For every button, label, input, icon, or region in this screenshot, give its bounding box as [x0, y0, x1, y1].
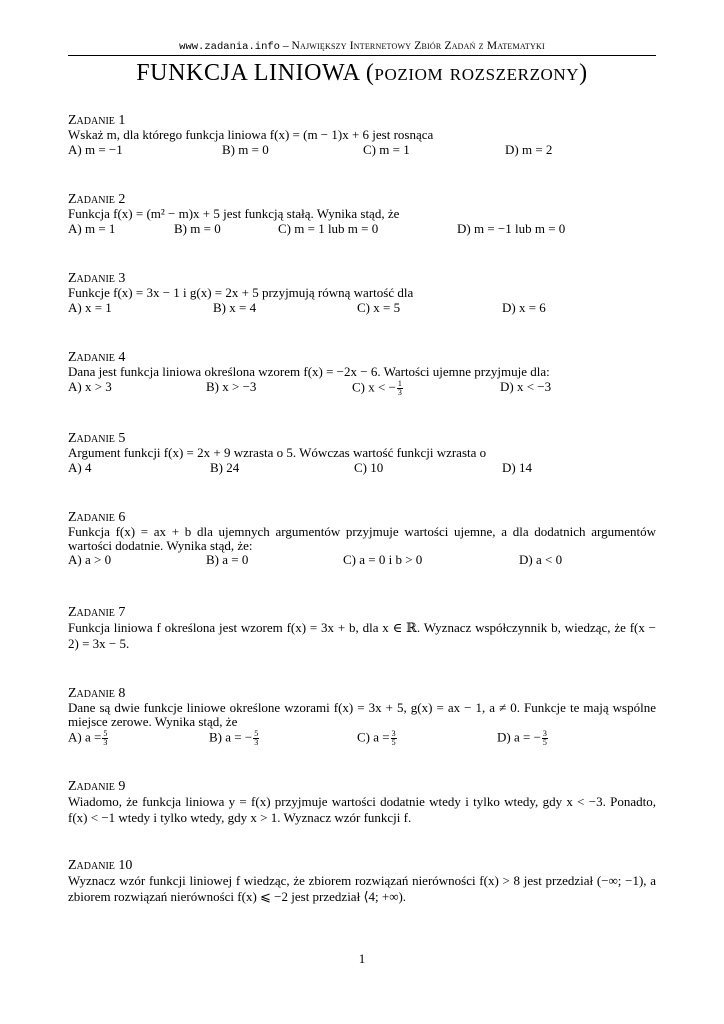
- answer-b: B) 24: [210, 459, 240, 475]
- answer-b: B) m = 0: [174, 220, 221, 236]
- task-text: Funkcja liniowa f określona jest wzorem f(x) = 3x + b, dla x ∈ ℝ. Wyznacz współczynnik b, wiedząc, że f(x − 2) = 3x − 5.: [68, 620, 656, 651]
- fraction-numerator: 3: [391, 729, 396, 738]
- task-text: Funkcja f(x) = (m² − m)x + 5 jest funkcją stałą. Wynika stąd, że: [68, 206, 400, 221]
- fraction-denominator: 5: [391, 738, 396, 747]
- task-heading: Zadanie 8: [68, 686, 126, 701]
- fraction-numerator: 1: [397, 378, 402, 388]
- page-title: [0, 60, 724, 87]
- answer-c-text: C) x < −: [352, 378, 396, 394]
- answer-c: [357, 730, 398, 747]
- task-text: Wyznacz wzór funkcji liniowej f wiedząc, że zbiorem rozwiązań nierówności f(x) > 8 jest przedział (−∞; −1), a zbiorem rozwiązań nierówności f(x) ⩽ −2 jest przedział ⟨4; +∞).: [68, 873, 656, 904]
- answer-c: C) x = 5: [357, 299, 401, 315]
- header-rule: [68, 55, 656, 56]
- fraction-denominator: 5: [542, 738, 547, 747]
- fraction: [102, 730, 108, 747]
- answer-row: [68, 461, 656, 476]
- answer-row: [68, 222, 656, 237]
- task-heading: Zadanie 3: [68, 271, 126, 286]
- task-heading: Zadanie 9: [68, 779, 126, 794]
- task-text: Dane są dwie funkcje liniowe określone wzorami f(x) = 3x + 5, g(x) = ax − 1, a ≠ 0. Funkcje te mają wspólne miejsce zerowe. Wynika stąd, że: [68, 700, 656, 729]
- answer-d-text: D) a = −: [497, 729, 541, 745]
- fraction: [542, 730, 548, 747]
- fraction-denominator: 3: [103, 738, 108, 747]
- answer-a: A) m = 1: [68, 220, 116, 236]
- task-9: [68, 780, 656, 826]
- page-number: 1: [358, 951, 366, 966]
- fraction-numerator: 5: [254, 729, 259, 738]
- answer-d: D) a < 0: [519, 552, 563, 567]
- answer-row: [68, 730, 656, 745]
- task-heading: Zadanie 1: [68, 113, 126, 128]
- task-4: [68, 351, 656, 395]
- task-heading: Zadanie 4: [68, 350, 126, 365]
- answer-d: D) x < −3: [500, 378, 552, 394]
- answer-a: A) x = 1: [68, 299, 112, 315]
- task-heading: Zadanie 7: [68, 605, 126, 620]
- task-text: Argument funkcji f(x) = 2x + 9 wzrasta o 5. Wówczas wartość funkcji wzrasta o: [68, 445, 487, 460]
- site-tagline: Największy Internetowy Zbiór Zadań z Matematyki: [291, 40, 545, 52]
- answer-a: A) a > 0: [68, 552, 112, 567]
- fraction-denominator: 3: [397, 387, 402, 397]
- answer-d: [497, 730, 549, 747]
- answer-row: [68, 143, 656, 158]
- answer-b: B) x > −3: [206, 378, 257, 394]
- fraction-numerator: 5: [103, 729, 108, 738]
- task-text: Wiadomo, że funkcja liniowa y = f(x) przyjmuje wartości dodatnie wtedy i tylko wtedy, gdy x < −3. Ponadto, f(x) < −1 wtedy i tylko wtedy, gdy x > 1. Wyznacz wzór funkcji f.: [68, 794, 656, 825]
- answer-d: D) x = 6: [502, 299, 546, 315]
- answer-c: [352, 380, 404, 397]
- answer-a: A) x > 3: [68, 378, 112, 394]
- answer-c: C) 10: [354, 459, 384, 475]
- task-text: Wskaż m, dla którego funkcja liniowa f(x) = (m − 1)x + 6 jest rosnąca: [68, 127, 434, 142]
- site-url: www.zadania.info: [179, 41, 280, 53]
- answer-b: B) m = 0: [222, 141, 269, 157]
- task-text: Funkcja f(x) = ax + b dla ujemnych argumentów przyjmuje wartości ujemne, a dla dodatnich argumentów wartości dodatnie. Wynika stąd, że:: [68, 524, 656, 553]
- task-heading: Zadanie 6: [68, 510, 126, 525]
- fraction: [391, 730, 397, 747]
- header-separator: –: [279, 40, 292, 52]
- answer-d: D) 14: [502, 459, 532, 475]
- answer-b: B) a = 0: [206, 552, 249, 567]
- task-heading: Zadanie 10: [68, 858, 133, 873]
- task-3: [68, 272, 656, 316]
- answer-d: D) m = 2: [505, 141, 553, 157]
- answer-b: B) x = 4: [213, 299, 257, 315]
- answer-b-text: B) a = −: [209, 729, 253, 745]
- answer-c: C) a = 0 i b > 0: [343, 552, 423, 567]
- task-5: [68, 432, 656, 476]
- task-10: [68, 859, 656, 905]
- task-6: [68, 511, 656, 568]
- task-heading: Zadanie 2: [68, 192, 126, 207]
- fraction: [253, 730, 259, 747]
- answer-c-text: C) a =: [357, 729, 390, 745]
- title-main: FUNKCJA LINIOWA: [136, 60, 360, 86]
- answer-a: A) 4: [68, 459, 92, 475]
- answer-c: C) m = 1: [363, 141, 410, 157]
- fraction-numerator: 3: [542, 729, 547, 738]
- answer-row: [68, 301, 656, 316]
- task-text: Dana jest funkcja liniowa określona wzorem f(x) = −2x − 6. Wartości ujemne przyjmuje dla:: [68, 364, 550, 379]
- answer-a-text: A) a =: [68, 729, 102, 745]
- fraction: [397, 380, 403, 397]
- answer-row: [68, 553, 656, 568]
- page-header: [0, 40, 724, 53]
- task-2: [68, 193, 656, 237]
- task-heading: Zadanie 5: [68, 431, 126, 446]
- title-sub: (poziom rozszerzony): [365, 60, 588, 86]
- task-1: [68, 114, 656, 158]
- answer-d: D) m = −1 lub m = 0: [457, 220, 566, 236]
- task-text: Funkcje f(x) = 3x − 1 i g(x) = 2x + 5 przyjmują równą wartość dla: [68, 285, 414, 300]
- answer-a: [68, 730, 109, 747]
- fraction-denominator: 3: [254, 738, 259, 747]
- answer-c: C) m = 1 lub m = 0: [278, 220, 379, 236]
- task-8: [68, 687, 656, 745]
- task-7: [68, 606, 656, 651]
- answer-b: [209, 730, 260, 747]
- answer-a: A) m = −1: [68, 141, 123, 157]
- answer-row: [68, 380, 656, 395]
